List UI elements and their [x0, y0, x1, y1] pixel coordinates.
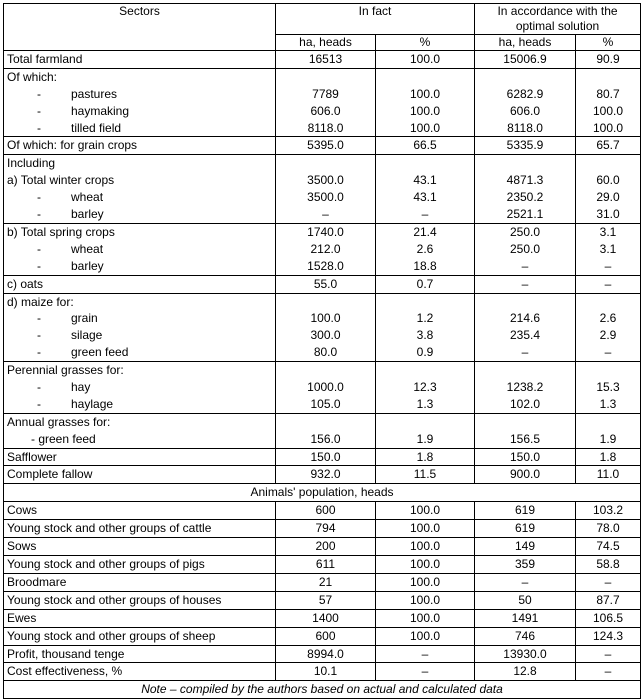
cell-opt-percent [576, 68, 641, 137]
cell-fact-value [276, 155, 376, 224]
value: 60.0 [596, 173, 620, 188]
header-row-top [4, 4, 641, 35]
sub-green-feed [7, 344, 272, 361]
cell-opt-value [475, 155, 576, 224]
cell-fact-value [276, 223, 376, 275]
sub-wheat [7, 189, 272, 206]
table-row [4, 68, 641, 137]
table-row [4, 51, 641, 69]
maize-label: d) maize for: [7, 294, 74, 309]
value: 4871.3 [506, 173, 544, 188]
value: – [521, 345, 529, 360]
header-optimal-line2: optimal solution [515, 19, 600, 33]
header-in-fact: In fact [276, 4, 475, 35]
cell-opt-percent: – [576, 275, 641, 293]
value: 12.3 [413, 379, 437, 394]
value: 80.7 [596, 86, 620, 101]
cell-opt-value: – [475, 573, 576, 591]
row-label: Young stock and other groups of pigs [4, 555, 276, 573]
value: 2.6 [416, 241, 434, 256]
cell-fact-value: 150.0 [276, 448, 376, 466]
row-label: Ewes [4, 609, 276, 627]
cell-fact-value: 55.0 [276, 275, 376, 293]
cell-opt-percent: 106.5 [576, 609, 641, 627]
row-label: Broodmare [4, 573, 276, 591]
sub-label: haymaking [71, 103, 130, 118]
value: 105.0 [310, 396, 341, 411]
value: 31.0 [596, 207, 620, 222]
cell-opt-value [475, 68, 576, 137]
row-label: Cost effectiveness, % [4, 663, 276, 681]
table-row [4, 627, 641, 645]
row-label [4, 293, 276, 362]
value: 100.0 [592, 103, 624, 118]
value: 235.4 [509, 328, 541, 343]
cell-opt-percent [576, 413, 641, 448]
dash-marker: - [37, 120, 41, 135]
value: 100.0 [409, 120, 441, 135]
table-row [4, 502, 641, 520]
value: – [421, 207, 429, 222]
row-label [4, 362, 276, 414]
cell-fact-percent: 100.0 [376, 627, 475, 645]
cell-fact-percent: 0.7 [376, 275, 475, 293]
table-row [4, 591, 641, 609]
row-label: Safflower [4, 448, 276, 466]
value: 1.2 [416, 311, 434, 326]
value: 1.3 [416, 396, 434, 411]
table-row [4, 275, 641, 293]
cell-opt-value: 5335.9 [475, 137, 576, 155]
value: 1740.0 [307, 224, 344, 239]
cell-fact-percent: 100.0 [376, 555, 475, 573]
including-label: Including [7, 156, 56, 171]
value: 8118.0 [507, 120, 543, 135]
value: 2.9 [599, 328, 617, 343]
cell-opt-percent: – [576, 645, 641, 663]
table-row [4, 538, 641, 556]
value: 2.6 [599, 311, 617, 326]
cell-fact-value [276, 413, 376, 448]
cell-opt-percent [576, 155, 641, 224]
value: 3.1 [599, 241, 617, 256]
value: 18.8 [413, 258, 437, 273]
cell-opt-percent: 124.3 [576, 627, 641, 645]
value: – [604, 345, 612, 360]
header-fact-percent: % [376, 35, 475, 51]
animals-body [4, 502, 641, 681]
value: 3.1 [599, 224, 617, 239]
cell-opt-value [475, 413, 576, 448]
cell-opt-percent [576, 293, 641, 362]
row-label: Young stock and other groups of houses [4, 591, 276, 609]
cell-fact-percent [376, 68, 475, 137]
cell-opt-percent: 103.2 [576, 502, 641, 520]
value: 15.3 [596, 379, 620, 394]
value: 606.0 [310, 103, 341, 118]
value: 29.0 [596, 190, 620, 205]
header-opt-ha: ha, heads [475, 35, 576, 51]
value: 156.0 [310, 431, 341, 446]
cell-fact-value: 57 [276, 591, 376, 609]
cell-opt-percent: 87.7 [576, 591, 641, 609]
cell-opt-percent: – [576, 663, 641, 681]
dash-marker: - [37, 328, 41, 343]
annual-label: Annual grasses for: [7, 414, 111, 429]
row-label: Profit, thousand tenge [4, 645, 276, 663]
sub-label: wheat [71, 190, 104, 205]
cell-fact-percent: 100.0 [376, 502, 475, 520]
table-row [4, 155, 641, 224]
cell-fact-percent: 100.0 [376, 51, 475, 69]
row-label: Young stock and other groups of sheep [4, 627, 276, 645]
sub-barley [7, 206, 272, 223]
table-row [4, 293, 641, 362]
header-sectors: Sectors [4, 4, 276, 51]
cell-fact-percent [376, 223, 475, 275]
sub-label: haylage [71, 396, 114, 411]
value: – [521, 258, 529, 273]
table-row [4, 223, 641, 275]
table-row [4, 663, 641, 681]
value: 300.0 [310, 328, 341, 343]
sub-silage [7, 327, 272, 344]
value: 1.9 [416, 431, 434, 446]
cell-opt-value: 1491 [475, 609, 576, 627]
table-row [4, 466, 641, 484]
table-row [4, 645, 641, 663]
animals-section-title: Animals' population, heads [4, 484, 641, 502]
sub-label: barley [71, 207, 104, 222]
cell-opt-value: 900.0 [475, 466, 576, 484]
cell-fact-percent: 11.5 [376, 466, 475, 484]
table-row [4, 137, 641, 155]
sub-label: silage [71, 328, 103, 343]
cell-fact-percent: 100.0 [376, 538, 475, 556]
sub-grain [7, 310, 272, 327]
row-label [4, 413, 276, 448]
value: 6282.9 [506, 86, 544, 101]
cell-fact-value [276, 362, 376, 414]
cell-opt-percent: 58.8 [576, 555, 641, 573]
perennial-label: Perennial grasses for: [7, 363, 124, 378]
table-note: Note – compiled by the authors based on actual and calculated data [4, 681, 641, 699]
cell-fact-value: 1400 [276, 609, 376, 627]
cell-opt-percent: 11.0 [576, 466, 641, 484]
cell-opt-percent: 90.9 [576, 51, 641, 69]
sub-haymaking [7, 103, 272, 120]
value: 3500.0 [307, 190, 344, 205]
table-row [4, 413, 641, 448]
value: – [322, 207, 329, 222]
header-opt-percent: % [576, 35, 641, 51]
cell-fact-percent: – [376, 663, 475, 681]
cell-opt-percent: 65.7 [576, 137, 641, 155]
value: 250.0 [509, 224, 541, 239]
cell-opt-value: 12.8 [475, 663, 576, 681]
header-optimal [475, 4, 641, 35]
row-label: Complete fallow [4, 466, 276, 484]
sub-label: hay [71, 379, 91, 394]
dash-marker: - [37, 311, 41, 326]
row-label [4, 155, 276, 224]
row-label: c) oats [4, 275, 276, 293]
row-label: Young stock and other groups of cattle [4, 520, 276, 538]
cell-fact-percent [376, 362, 475, 414]
data-table [3, 3, 641, 699]
cell-opt-percent: 74.5 [576, 538, 641, 556]
table-wrapper [3, 3, 640, 699]
cell-opt-value [475, 362, 576, 414]
row-label: Of which: for grain crops [4, 137, 276, 155]
value: 2350.2 [506, 190, 544, 205]
winter-label: a) Total winter crops [7, 173, 115, 188]
value: 21.4 [413, 224, 437, 239]
cell-fact-percent: 1.8 [376, 448, 475, 466]
sub-label: grain [71, 311, 98, 326]
value: 212.0 [310, 241, 341, 256]
value: – [604, 258, 612, 273]
cell-fact-value: 600 [276, 627, 376, 645]
dash-marker: - [37, 258, 41, 273]
dash-marker: - [37, 207, 41, 222]
value: 1528.0 [307, 258, 344, 273]
value: 7789 [312, 86, 339, 101]
row-label [4, 223, 276, 275]
cell-fact-percent: – [376, 645, 475, 663]
sub-label: pastures [71, 86, 118, 101]
cell-opt-value: 359 [475, 555, 576, 573]
sub-label: tilled field [71, 120, 122, 135]
cell-opt-value: – [475, 275, 576, 293]
value: 0.9 [416, 345, 434, 360]
cell-opt-value: 619 [475, 502, 576, 520]
value: 606.0 [509, 103, 541, 118]
value: 3.8 [416, 328, 434, 343]
table-row [4, 555, 641, 573]
cell-fact-value: 794 [276, 520, 376, 538]
cell-opt-percent: 1.8 [576, 448, 641, 466]
cell-fact-value [276, 68, 376, 137]
table-row [4, 520, 641, 538]
dash-marker: - [37, 396, 41, 411]
sub-label: wheat [71, 241, 104, 256]
cell-fact-percent: 100.0 [376, 591, 475, 609]
dash-marker: - [37, 190, 41, 205]
sub-label: green feed [71, 345, 129, 360]
of-which-label: Of which: [7, 69, 58, 84]
value: 1000.0 [307, 379, 344, 394]
sub-label: barley [71, 258, 104, 273]
value: 156.5 [509, 431, 541, 446]
header-optimal-line1: In accordance with the [497, 4, 618, 18]
table-row [4, 609, 641, 627]
dash-marker: - [37, 241, 41, 256]
value: 1.9 [599, 431, 617, 446]
row-label: Total farmland [4, 51, 276, 69]
sub-hay [7, 379, 272, 396]
value: 1238.2 [506, 379, 544, 394]
cell-opt-value: 149 [475, 538, 576, 556]
section-header-row [4, 484, 641, 502]
row-label: Sows [4, 538, 276, 556]
sub-barley [7, 258, 272, 275]
cell-fact-percent [376, 413, 475, 448]
cell-opt-value: 746 [475, 627, 576, 645]
cell-fact-value: 200 [276, 538, 376, 556]
cell-fact-value: 21 [276, 573, 376, 591]
sub-pastures [7, 86, 272, 103]
dash-marker: - [37, 345, 41, 360]
value: 3500.0 [307, 173, 344, 188]
dash-marker: - [37, 379, 41, 394]
cell-fact-value: 16513 [276, 51, 376, 69]
cell-opt-value [475, 223, 576, 275]
cell-opt-percent [576, 223, 641, 275]
value: 214.6 [509, 311, 541, 326]
value: 8118.0 [307, 120, 344, 135]
cell-fact-percent: 100.0 [376, 573, 475, 591]
table-row [4, 362, 641, 414]
dash-marker: - [37, 86, 41, 101]
cell-fact-value: 932.0 [276, 466, 376, 484]
value: 2521.1 [506, 207, 544, 222]
cell-fact-value: 600 [276, 502, 376, 520]
cell-opt-value: 619 [475, 520, 576, 538]
cell-opt-value: 150.0 [475, 448, 576, 466]
value: 43.1 [413, 190, 437, 205]
cell-fact-value [276, 293, 376, 362]
sub-tilled [7, 120, 272, 137]
cell-fact-value: 10.1 [276, 663, 376, 681]
dash-marker: - [37, 103, 41, 118]
value: 80.0 [313, 345, 338, 360]
row-label [4, 68, 276, 137]
cell-opt-value: 13930.0 [475, 645, 576, 663]
value: 100.0 [310, 311, 341, 326]
value: 1.3 [599, 396, 617, 411]
sub-haylage [7, 396, 272, 413]
cell-fact-value: 611 [276, 555, 376, 573]
spring-label: b) Total spring crops [7, 224, 115, 239]
value: 102.0 [509, 396, 541, 411]
cell-fact-percent: 100.0 [376, 609, 475, 627]
row-label: Cows [4, 502, 276, 520]
cell-opt-value [475, 293, 576, 362]
sub-green-feed [7, 431, 272, 448]
value: 100.0 [409, 103, 441, 118]
value: 100.0 [409, 86, 441, 101]
value: 100.0 [592, 120, 624, 135]
value: 43.1 [413, 173, 437, 188]
sub-wheat [7, 241, 272, 258]
cell-opt-value: 15006.9 [475, 51, 576, 69]
cell-fact-percent: 100.0 [376, 520, 475, 538]
cell-opt-percent: – [576, 573, 641, 591]
table-row [4, 573, 641, 591]
cell-fact-value: 5395.0 [276, 137, 376, 155]
cell-opt-value: 50 [475, 591, 576, 609]
cell-fact-percent: 66.5 [376, 137, 475, 155]
sub-label: - green feed [31, 431, 96, 446]
cell-opt-percent [576, 362, 641, 414]
cell-fact-percent [376, 155, 475, 224]
header-fact-ha: ha, heads [276, 35, 376, 51]
value: 250.0 [509, 241, 541, 256]
cell-fact-percent [376, 293, 475, 362]
cell-opt-percent: 78.0 [576, 520, 641, 538]
table-row [4, 448, 641, 466]
cell-fact-value: 8994.0 [276, 645, 376, 663]
